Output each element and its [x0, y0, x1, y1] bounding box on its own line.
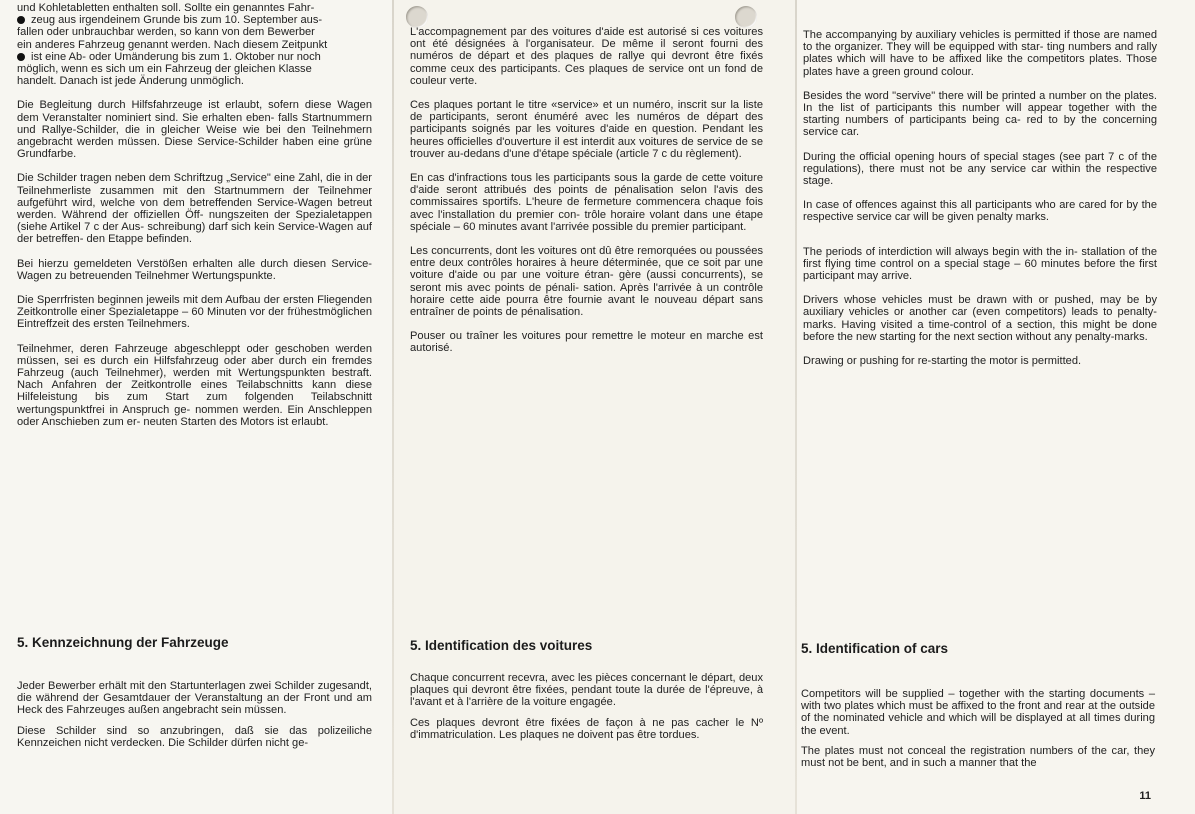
text-line: möglich, wenn es sich um ein Fahrzeug der gleichen Klasse — [17, 63, 312, 76]
german-paragraph-6: Teilnehmer, deren Fahrzeuge abgeschleppt oder geschoben werden müssen, sei es durch ein Hilfsfahrzeug oder aber durch ein fremdes Fahrzeug (auch Teilnehmer), werden mit Wertungspunkten bestraft. Nach Anfahren der Zeitkontrolle eines Teilabschnitts kann diese Hilfeleistung bis zum Start zum folgenden Teilabschnitt wertungspunktfrei in Anspruch ge- nommen werden. Ein Anschleppen oder Anschieben zum er- neuten Starten des Motors ist erlaubt. — [17, 342, 372, 428]
german-paragraph-3: Die Schilder tragen neben dem Schriftzug „Service" eine Zahl, die in der Teilnehmerliste zusammen mit den Startnummern der Teilnehmer aufgeführt wird, welche von dem betreffenden Service-Wagen betreut werden. Während der offiziellen Öff- nungszeiten der Spezialetappen (siehe Artikel 7 c der Aus- schreibung) darf sich kein Service-Wagen auf der betreffen- den Etappe befinden. — [17, 172, 372, 246]
english-section-heading: 5. Identification of cars — [801, 641, 949, 656]
text-line: fallen oder unbrauchbar werden, so kann von dem Bewerber — [17, 26, 315, 39]
english-column — [803, 29, 1157, 367]
english-section-body — [801, 688, 1155, 769]
german-section-heading: 5. Kennzeichnung der Fahrzeuge — [17, 635, 229, 650]
punch-hole-icon — [735, 6, 757, 28]
english-paragraph-1: The accompanying by auxiliary vehicles is permitted if those are named to the organizer. They will be equipped with star- ting numbers and rally plates which will have to be affixed like the competitors plates. Those plates have a green ground colour. — [803, 29, 1157, 78]
text-line: handelt. Danach ist jede Änderung unmöglich. — [17, 75, 244, 88]
french-paragraph-3: En cas d'infractions tous les participants sous la garde de cette voiture d'aide seront attribués des points de pénalisation selon l'avis des commissaires sportifs. L'heure de fermeture commencera chaque fois avec l'installation du premier con- trôle horaire volant dans une étape spéciale – 60 minutes avant l'arrivée possible du premier participant. — [410, 172, 763, 233]
column-divider — [795, 0, 797, 814]
french-paragraph-4: Les concurrents, dont les voitures ont dû être remorquées ou poussées entre deux contrôles horaires à heure déterminée, que ce soit par une voiture d'aide ou par une voiture étran- gère (aussi concurrents), se seront mis avec points de pénali- sation. Après l'arrivée à un contrôle horaire cette aide pourra être fournie avant le nouveau départ sans entraîner de points de pénalisation. — [410, 245, 763, 319]
punch-hole-icon — [406, 6, 428, 28]
english-paragraph-7: Drawing or pushing for re-starting the motor is permitted. — [803, 355, 1082, 368]
french-paragraph-7: Ces plaques devront être fixées de façon à ne pas cacher le Nº d'immatriculation. Les plaques ne doivent pas être tordues. — [410, 716, 763, 741]
german-paragraph-1 — [17, 2, 372, 87]
german-paragraph-8: Diese Schilder sind so anzubringen, daß sie das polizeiliche Kennzeichen nicht verdecken. Die Schilder dürfen nicht ge- — [17, 724, 372, 749]
text-line: ist eine Ab- oder Umänderung bis zum 1. Oktober nur noch — [31, 50, 321, 63]
french-paragraph-2: Ces plaques portant le titre «service» et un numéro, inscrit sur la liste de participants, seront énuméré avec les numéros de départ des participants soignés par les voitures d'aide en question. Pendant les heures officielles d'ouverture il est interdit aux voitures de service de se trouver au-dedans d'une d'étape spéciale (article 7 c du règlement). — [410, 99, 763, 160]
german-section-body — [17, 680, 372, 749]
english-paragraph-2: Besides the word "servive" there will be printed a number on the plates. In the list of participants this number will appear together with the starting numbers of participants being ca- red to by the concerning service car. — [803, 89, 1157, 139]
french-section-body — [410, 672, 763, 741]
bullet-icon — [17, 53, 25, 61]
english-paragraph-9: The plates must not conceal the registration numbers of the car, they must not be bent, and in such a manner that the — [801, 744, 1155, 770]
bullet-icon — [17, 16, 25, 24]
column-divider — [392, 0, 394, 814]
english-paragraph-6: Drivers whose vehicles must be drawn with or pushed, may be by auxiliary vehicles or another car (even competitors) leads to penalty-marks. Having visited a time-control of a section, this might be done before the new starting for the next section without any penalty-marks. — [803, 294, 1157, 343]
english-paragraph-8: Competitors will be supplied – together with the starting documents – with two plates which must be affixed to the front and rear at the outside of the nominated vehicle and which will be displayed at all times during the event. — [801, 688, 1155, 737]
text-line: und Kohletabletten enthalten soll. Sollte ein genanntes Fahr- — [17, 2, 315, 14]
french-column — [410, 26, 763, 355]
german-paragraph-7: Jeder Bewerber erhält mit den Startunterlagen zwei Schilder zugesandt, die während der Gesamtdauer der Veranstaltung an der Front und am Heck des Fahrzeuges außen angebracht sein müssen. — [17, 680, 372, 717]
french-section-heading: 5. Identification des voitures — [410, 638, 593, 653]
english-paragraph-3: During the official opening hours of special stages (see part 7 c of the regulations), there must not be any service car within the respective stage. — [803, 150, 1157, 188]
german-paragraph-5: Die Sperrfristen beginnen jeweils mit dem Aufbau der ersten Fliegenden Zeitkontrolle einer Spezialetappe – 60 Minuten vor der frühestmöglichen Eintreffzeit des ersten Teilnehmers. — [17, 294, 372, 331]
english-paragraph-4: In case of offences against this all participants who are cared for by the respective service car will be given penalty marks. — [803, 199, 1157, 224]
text-line: ein anderes Fahrzeug genannt werden. Nach diesem Zeitpunkt — [17, 38, 328, 51]
english-paragraph-5: The periods of interdiction will always begin with the in- stallation of the first flying time control on a special stage – 60 minutes before the first participant may arrive. — [803, 245, 1157, 283]
german-paragraph-4: Bei hierzu gemeldeten Verstößen erhalten alle durch diesen Service-Wagen zu betreuenden Teilnehmer Wertungspunkte. — [17, 257, 372, 282]
french-paragraph-6: Chaque concurrent recevra, avec les pièces concernant le départ, deux plaques qui devront être fixées, pendant toute la durée de l'épreuve, à l'avant et à l'arrière de la voiture engagée. — [410, 672, 763, 709]
german-paragraph-2: Die Begleitung durch Hilfsfahrzeuge ist erlaubt, sofern diese Wagen dem Veranstalter nominiert sind. Sie erhalten eben- falls Startnummern und Rallye-Schilder, die in gleicher Weise wie bei den Teilnehmern angebracht werden müssen. Diese Service-Schilder haben eine grüne Grundfarbe. — [17, 99, 372, 161]
text-line: zeug aus irgendeinem Grunde bis zum 10. September aus- — [31, 14, 323, 27]
french-paragraph-1: L'accompagnement par des voitures d'aide est autorisé si ces voitures ont été désignées à l'organisateur. De même il seront fourni des numéros de départ et des plaques de rallye qui devront être fixés comme ceux des participants. Ces plaques de service ont un fond de couleur verte. — [410, 26, 763, 87]
german-column — [17, 2, 372, 428]
page-number: 11 — [1139, 790, 1151, 802]
french-paragraph-5: Pouser ou traîner les voitures pour remettre le moteur en marche est autorisé. — [410, 330, 763, 355]
